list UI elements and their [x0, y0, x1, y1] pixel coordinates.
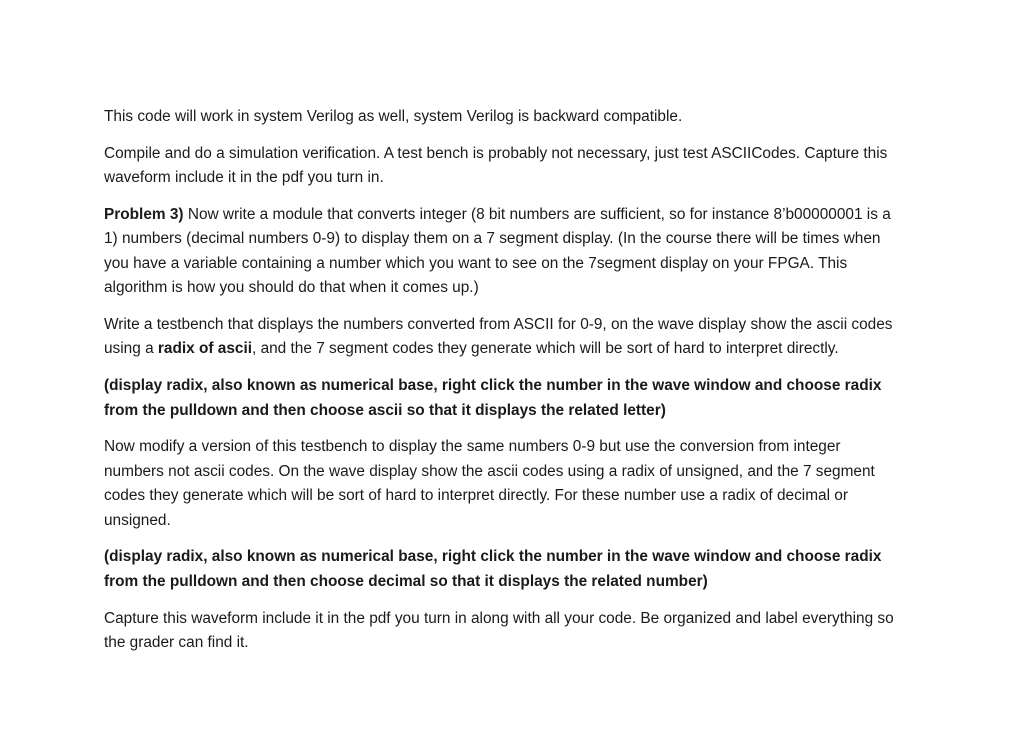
paragraph-radix-decimal-note: (display radix, also known as numerical base, right click the number in the wave window and choose radix from the pulldown and then choose decimal so that it displays the related number): [104, 548, 882, 590]
paragraph-verilog-compatibility: This code will work in system Verilog as well, system Verilog is backward compatible.: [104, 108, 683, 125]
paragraph-testbench-ascii: [104, 313, 904, 362]
paragraph-problem-3: [104, 203, 904, 301]
paragraph-testbench-integer: Now modify a version of this testbench to display the same numbers 0-9 but use the conversion from integer numbers not ascii codes. On the wave display show the ascii codes using a radix of unsigned, and the 7 segment codes they generate which will be sort of hard to interpret directly. For these number use a radix of decimal or unsigned.: [104, 438, 875, 529]
problem-3-text: Now write a module that converts integer (8 bit numbers are sufficient, so for instance 8’b00000001 is a 1) numbers (decimal numbers 0-9) to display them on a 7 segment display. (In the course there will be times when you have a variable containing a number which you want to see on the 7segment display on your FPGA. This algorithm is how you should do that when it comes up.): [104, 206, 891, 297]
radix-of-ascii-emphasis: radix of ascii: [157, 340, 253, 358]
problem-3-label: Problem 3): [104, 206, 184, 223]
paragraph-radix-ascii-note: (display radix, also known as numerical base, right click the number in the wave window and choose radix from the pulldown and then choose ascii so that it displays the related letter): [104, 377, 882, 419]
paragraph-compile-instructions: Compile and do a simulation verification. A test bench is probably not necessary, just test ASCIICodes. Capture this waveform include it in the pdf you turn in.: [104, 144, 888, 187]
document-page: [104, 105, 904, 668]
testbench-ascii-text-b: , and the 7 segment codes they generate which will be sort of hard to interpret directly.: [252, 340, 839, 358]
paragraph-capture-waveform: Capture this waveform include it in the pdf you turn in along with all your code. Be organized and label everything so the grader can find it.: [104, 609, 894, 652]
testbench-ascii-text-a: Write a testbench that displays the numbers converted from ASCII for 0-9, on the wave display show the ascii codes using a: [104, 316, 893, 358]
